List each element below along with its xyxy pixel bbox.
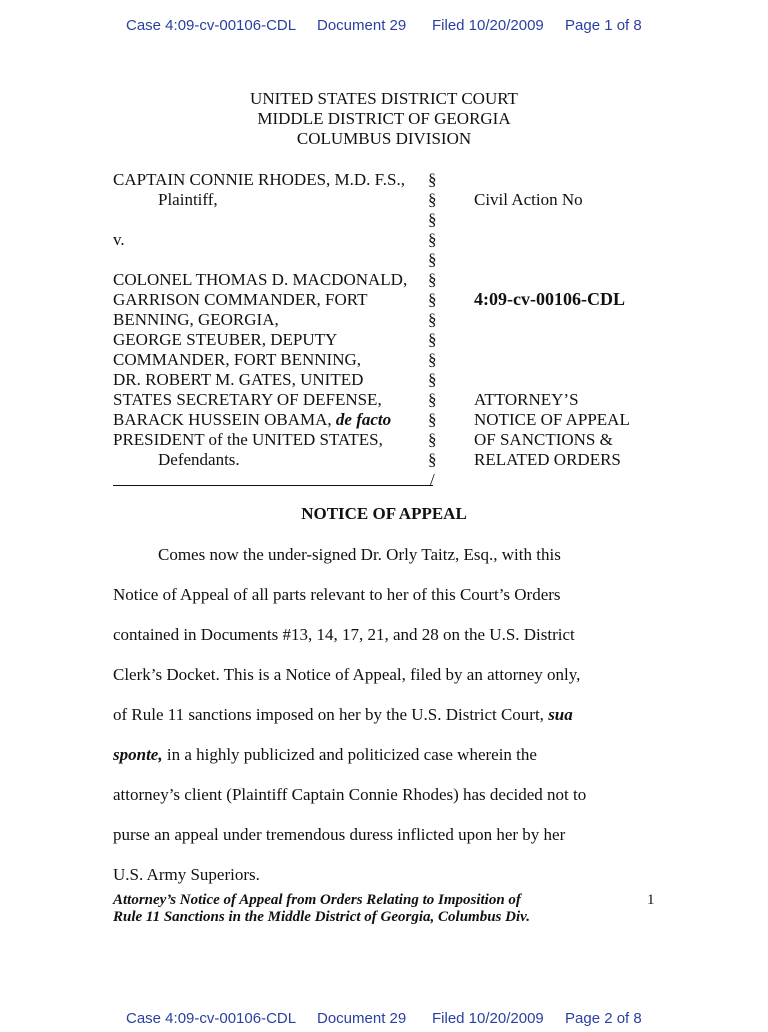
defendant-line-3: BENNING, GEORGIA, bbox=[113, 310, 279, 329]
footer-line-2: Rule 11 Sanctions in the Middle District of Georgia, Columbus Div. bbox=[113, 909, 530, 925]
caption-divider bbox=[113, 485, 433, 486]
body-line-4: Clerk’s Docket. This is a Notice of Appeal, filed by an attorney only, bbox=[113, 665, 581, 684]
defendant-line-7: STATES SECRETARY OF DEFENSE, bbox=[113, 390, 382, 409]
body-line-5 bbox=[113, 695, 658, 735]
docket-header-top bbox=[0, 17, 768, 39]
caption-slash: / bbox=[430, 470, 435, 489]
section-mark: § bbox=[428, 390, 437, 409]
docket-document-number: Document 29 bbox=[317, 1010, 407, 1027]
notice-title: NOTICE OF APPEAL bbox=[301, 504, 467, 523]
docket-filed-date: Filed 10/20/2009 bbox=[432, 1010, 544, 1027]
court-heading bbox=[0, 89, 768, 149]
doc-title-line-1: ATTORNEY’S bbox=[474, 390, 579, 409]
body-line-2: Notice of Appeal of all parts relevant to her of this Court’s Orders bbox=[113, 585, 561, 604]
body-line-5-text: of Rule 11 sanctions imposed on her by the U.S. District Court, bbox=[113, 705, 544, 724]
defendant-line-5: COMMANDER, FORT BENNING, bbox=[113, 350, 362, 369]
court-name: UNITED STATES DISTRICT COURT bbox=[250, 89, 518, 108]
section-mark: § bbox=[428, 230, 437, 249]
section-mark: § bbox=[428, 370, 437, 389]
doc-title-line-3: OF SANCTIONS & bbox=[474, 430, 613, 449]
body-text bbox=[113, 535, 658, 895]
defendant-line-8 bbox=[113, 410, 391, 430]
section-mark: § bbox=[428, 430, 437, 449]
defendant-line-1: COLONEL THOMAS D. MACDONALD, bbox=[113, 270, 408, 289]
defendant-line-2: GARRISON COMMANDER, FORT bbox=[113, 290, 368, 309]
civil-action-label: Civil Action No bbox=[474, 190, 583, 209]
body-line-6 bbox=[113, 735, 658, 775]
section-mark: § bbox=[428, 290, 437, 309]
defendant-line-4: GEORGE STEUBER, DEPUTY bbox=[113, 330, 338, 349]
docket-header-bottom bbox=[0, 1010, 768, 1032]
doc-title-line-4: RELATED ORDERS bbox=[474, 450, 621, 469]
plaintiff-role: Plaintiff, bbox=[158, 190, 218, 209]
docket-document-number: Document 29 bbox=[317, 17, 407, 34]
body-line-9: U.S. Army Superiors. bbox=[113, 865, 260, 884]
footer-line-1: Attorney’s Notice of Appeal from Orders Relating to Imposition of bbox=[113, 892, 521, 908]
defendant-line-8-name: BARACK HUSSEIN OBAMA, bbox=[113, 410, 332, 429]
section-mark: § bbox=[428, 450, 437, 469]
case-number: 4:09-cv-00106-CDL bbox=[474, 289, 625, 309]
section-mark: § bbox=[428, 250, 437, 269]
court-division: COLUMBUS DIVISION bbox=[296, 129, 472, 148]
body-line-7: attorney’s client (Plaintiff Captain Connie Rhodes) has decided not to bbox=[113, 785, 587, 804]
section-mark: § bbox=[428, 350, 437, 369]
section-mark: § bbox=[428, 270, 437, 289]
docket-case-number: Case 4:09-cv-00106-CDL bbox=[126, 17, 297, 34]
doc-title-line-2: NOTICE OF APPEAL bbox=[474, 410, 630, 429]
defendant-line-9: PRESIDENT of the UNITED STATES, bbox=[113, 430, 383, 449]
versus: v. bbox=[113, 230, 125, 249]
body-line-8: purse an appeal under tremendous duress inflicted upon her by her bbox=[113, 825, 566, 844]
sua-emphasis: sua bbox=[548, 705, 573, 724]
section-mark-column bbox=[428, 170, 437, 470]
section-mark: § bbox=[428, 310, 437, 329]
docket-page-count: Page 2 of 8 bbox=[565, 1010, 642, 1027]
body-line-1: Comes now the under-signed Dr. Orly Taitz, Esq., with this bbox=[158, 545, 561, 564]
defendants-role: Defendants. bbox=[158, 450, 240, 469]
page-number: 1 bbox=[647, 892, 655, 908]
section-mark: § bbox=[428, 410, 437, 429]
docket-case-number: Case 4:09-cv-00106-CDL bbox=[126, 1010, 297, 1027]
section-mark: § bbox=[428, 190, 437, 209]
sponte-emphasis: sponte, bbox=[113, 745, 163, 764]
section-mark: § bbox=[428, 210, 437, 229]
section-mark: § bbox=[428, 330, 437, 349]
docket-filed-date: Filed 10/20/2009 bbox=[432, 17, 544, 34]
plaintiff-name: CAPTAIN CONNIE RHODES, M.D. F.S., bbox=[113, 170, 405, 189]
court-district: MIDDLE DISTRICT OF GEORGIA bbox=[257, 109, 511, 128]
defacto-emphasis: de facto bbox=[335, 410, 392, 429]
defendant-line-6: DR. ROBERT M. GATES, UNITED bbox=[113, 370, 364, 389]
body-line-6-text: in a highly publicized and politicized case wherein the bbox=[162, 745, 537, 764]
section-mark: § bbox=[428, 170, 437, 189]
body-line-3: contained in Documents #13, 14, 17, 21, and 28 on the U.S. District bbox=[113, 625, 575, 644]
page-footer bbox=[113, 892, 530, 926]
docket-page-count: Page 1 of 8 bbox=[565, 17, 642, 34]
